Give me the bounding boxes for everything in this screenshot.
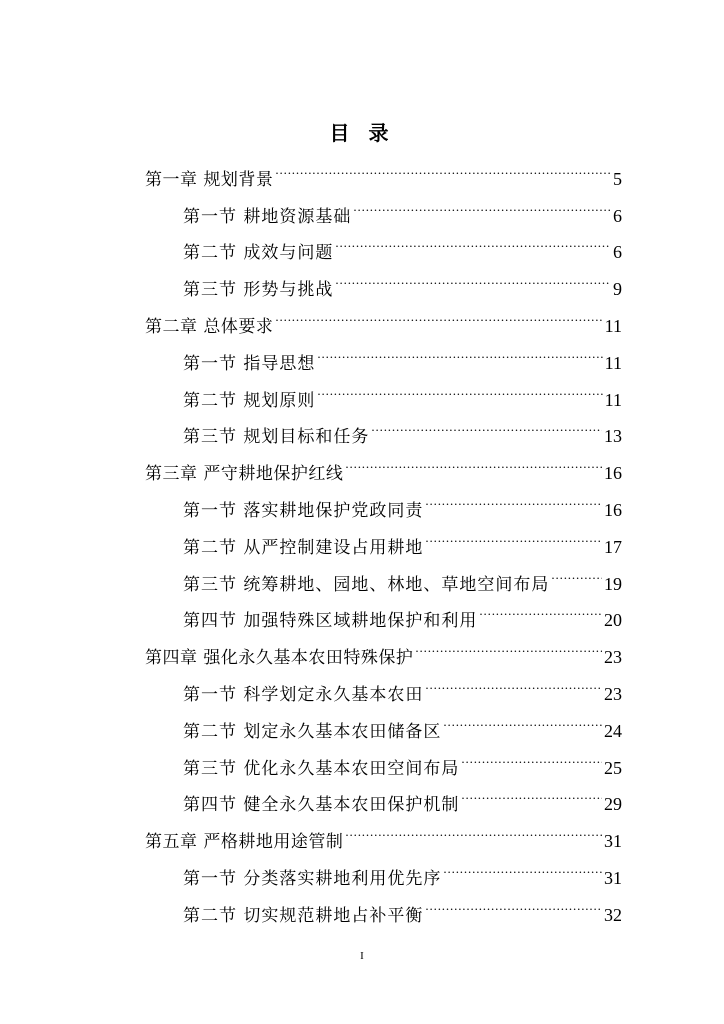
toc-entry-label: 第二节 从严控制建设占用耕地 xyxy=(183,537,424,558)
toc-entry-page-number: 5 xyxy=(613,168,622,189)
toc-entry-label: 第二节 成效与问题 xyxy=(183,243,334,264)
toc-dot-leader xyxy=(425,516,602,553)
toc-entry-page-number: 24 xyxy=(604,720,622,741)
toc-entry-label: 第三节 统筹耕地、园地、林地、草地空间布局 xyxy=(183,574,550,595)
toc-dot-leader xyxy=(443,700,602,737)
toc-dot-leader xyxy=(335,258,611,295)
toc-entry-label: 第一节 分类落实耕地利用优先序 xyxy=(183,868,442,889)
toc-entry-page-number: 23 xyxy=(604,683,622,704)
toc-entry-label: 第一节 科学划定永久基本农田 xyxy=(183,684,424,705)
toc-dot-leader xyxy=(461,774,602,811)
toc-entry-page-number: 19 xyxy=(604,573,622,594)
toc-entry-page-number: 31 xyxy=(604,867,622,888)
toc-entry-label: 第三节 优化永久基本农田空间布局 xyxy=(183,758,460,779)
toc-dot-leader xyxy=(317,332,602,369)
toc-entry-label: 第二章 总体要求 xyxy=(145,316,274,337)
toc-dot-leader xyxy=(275,295,602,332)
toc-dot-leader xyxy=(353,185,611,222)
toc-entry-page-number: 16 xyxy=(604,499,622,520)
toc-entry-page-number: 11 xyxy=(604,352,622,373)
toc-entry-page-number: 6 xyxy=(613,205,622,226)
toc-entry-label: 第三节 形势与挑战 xyxy=(183,280,334,301)
toc-dot-leader xyxy=(461,737,602,774)
toc-entry-label: 第一节 耕地资源基础 xyxy=(183,206,352,227)
page-title: 目 录 xyxy=(329,121,395,145)
toc-dot-leader xyxy=(425,884,602,921)
toc-dot-leader xyxy=(345,810,602,847)
page-number: I xyxy=(360,950,364,962)
toc-entry-page-number: 17 xyxy=(604,536,622,557)
toc-entry-label: 第四节 加强特殊区域耕地保护和利用 xyxy=(183,611,478,632)
toc-entry-page-number: 23 xyxy=(604,647,622,668)
toc-entry-label: 第五章 严格耕地用途管制 xyxy=(145,832,344,853)
toc-dot-leader xyxy=(275,148,611,185)
toc-entry-label: 第三节 规划目标和任务 xyxy=(183,427,370,448)
toc-dot-leader xyxy=(425,663,602,700)
toc-dot-leader xyxy=(479,590,602,627)
toc-entry-page-number: 31 xyxy=(604,831,622,852)
toc-dot-leader xyxy=(425,479,602,516)
toc-entry-page-number: 20 xyxy=(604,610,622,631)
toc-dot-leader xyxy=(335,222,611,259)
toc-entry-label: 第二节 规划原则 xyxy=(183,390,316,411)
toc-entry-page-number: 11 xyxy=(604,315,622,336)
toc-entry-page-number: 16 xyxy=(604,463,622,484)
toc-entry-page-number: 29 xyxy=(604,794,622,815)
toc-entry-label: 第二节 划定永久基本农田储备区 xyxy=(183,721,442,742)
toc-chapter-entry[interactable] xyxy=(145,148,622,190)
toc-entry-label: 第三章 严守耕地保护红线 xyxy=(145,464,344,485)
toc-dot-leader xyxy=(415,626,602,663)
toc-dot-leader xyxy=(443,847,602,884)
toc-entry-label: 第一章 规划背景 xyxy=(145,169,274,190)
toc-dot-leader xyxy=(345,442,602,479)
toc-entry-page-number: 32 xyxy=(604,904,622,925)
toc-entry-label: 第二节 切实规范耕地占补平衡 xyxy=(183,905,424,926)
toc-entry-label: 第四节 健全永久基本农田保护机制 xyxy=(183,795,460,816)
toc-entry-page-number: 11 xyxy=(604,389,622,410)
toc-dot-leader xyxy=(317,369,602,406)
toc-entry-page-number: 6 xyxy=(613,242,622,263)
toc-entry-page-number: 25 xyxy=(604,757,622,778)
toc-entry-page-number: 9 xyxy=(613,279,622,300)
toc-entry-label: 第一节 指导思想 xyxy=(183,353,316,374)
toc-entry-label: 第四章 强化永久基本农田特殊保护 xyxy=(145,648,414,669)
toc-entry-label: 第一节 落实耕地保护党政同责 xyxy=(183,500,424,521)
toc-dot-leader xyxy=(551,553,602,590)
toc-entry-page-number: 13 xyxy=(604,426,622,447)
toc-dot-leader xyxy=(371,406,602,443)
table-of-contents xyxy=(145,148,622,926)
